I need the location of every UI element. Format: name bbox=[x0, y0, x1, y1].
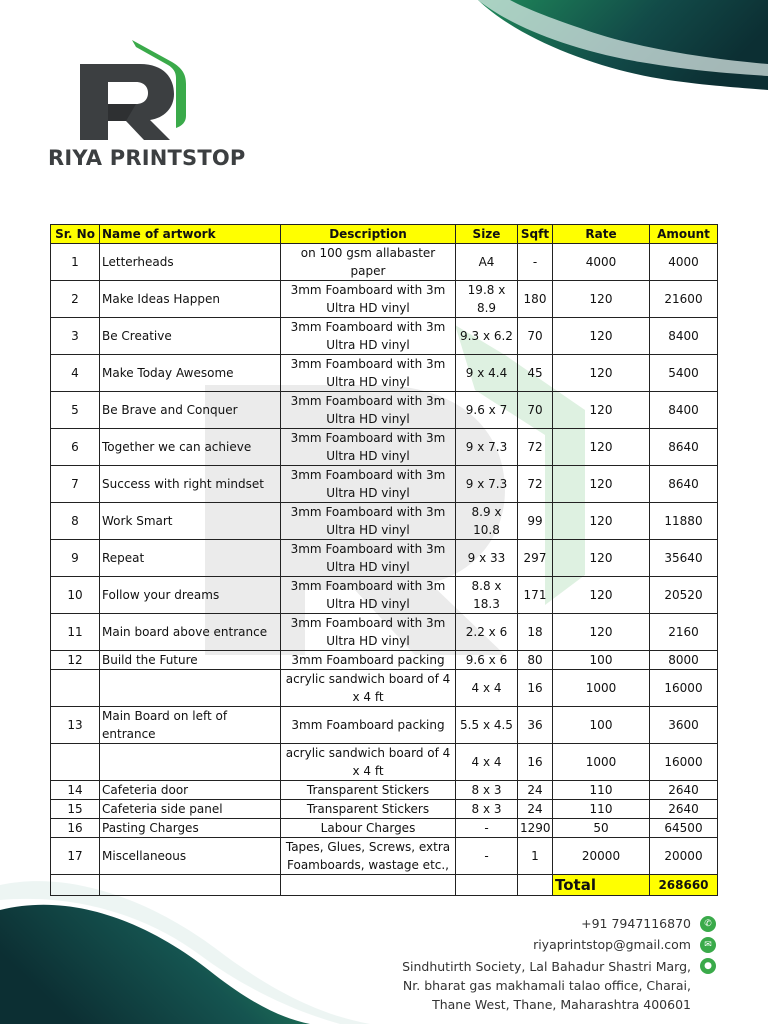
row-sqft: 72 bbox=[518, 429, 553, 466]
row-description: 3mm Foamboard with 3m Ultra HD vinyl bbox=[281, 577, 456, 614]
table-row bbox=[51, 244, 718, 281]
row-rate: 110 bbox=[553, 800, 650, 819]
row-sr bbox=[51, 670, 100, 707]
row-sqft: 70 bbox=[518, 318, 553, 355]
table-row bbox=[51, 355, 718, 392]
row-sqft: 1290 bbox=[518, 819, 553, 838]
row-sqft: 99 bbox=[518, 503, 553, 540]
brand-name: RIYA PRINTSTOP bbox=[48, 146, 246, 170]
row-sr: 15 bbox=[51, 800, 100, 819]
row-name: Work Smart bbox=[100, 503, 281, 540]
row-size: 9.6 x 7 bbox=[456, 392, 518, 429]
row-sqft: 16 bbox=[518, 670, 553, 707]
row-sqft: 16 bbox=[518, 744, 553, 781]
row-sqft: - bbox=[518, 244, 553, 281]
row-sr: 14 bbox=[51, 781, 100, 800]
row-size: 9 x 4.4 bbox=[456, 355, 518, 392]
row-rate: 120 bbox=[553, 503, 650, 540]
row-size: 4 x 4 bbox=[456, 744, 518, 781]
row-name: Be Creative bbox=[100, 318, 281, 355]
contact-email-row bbox=[402, 934, 716, 955]
brand-logo bbox=[48, 38, 248, 178]
row-rate: 1000 bbox=[553, 670, 650, 707]
row-sr: 7 bbox=[51, 466, 100, 503]
table-row bbox=[51, 503, 718, 540]
table-header-row bbox=[51, 225, 718, 244]
row-name bbox=[100, 670, 281, 707]
row-size: 2.2 x 6 bbox=[456, 614, 518, 651]
row-name: Repeat bbox=[100, 540, 281, 577]
location-pin-icon: ● bbox=[700, 958, 716, 974]
row-rate: 120 bbox=[553, 392, 650, 429]
row-description: acrylic sandwich board of 4 x 4 ft bbox=[281, 744, 456, 781]
table-row bbox=[51, 707, 718, 744]
row-sr: 11 bbox=[51, 614, 100, 651]
row-description: 3mm Foamboard with 3m Ultra HD vinyl bbox=[281, 540, 456, 577]
row-sr: 3 bbox=[51, 318, 100, 355]
row-rate: 120 bbox=[553, 614, 650, 651]
col-header-amount: Amount bbox=[650, 225, 718, 244]
row-name: Cafeteria door bbox=[100, 781, 281, 800]
row-name: Follow your dreams bbox=[100, 577, 281, 614]
row-rate: 20000 bbox=[553, 838, 650, 875]
contact-block bbox=[402, 913, 716, 1014]
row-size: 8.9 x 10.8 bbox=[456, 503, 518, 540]
row-rate: 120 bbox=[553, 540, 650, 577]
col-header-sqft: Sqft bbox=[518, 225, 553, 244]
total-amount: 268660 bbox=[650, 875, 718, 896]
row-rate: 120 bbox=[553, 577, 650, 614]
table-row bbox=[51, 651, 718, 670]
row-sr: 6 bbox=[51, 429, 100, 466]
row-sr: 16 bbox=[51, 819, 100, 838]
total-row-cell bbox=[518, 875, 553, 896]
row-description: Tapes, Glues, Screws, extra Foamboards, wastage etc., bbox=[281, 838, 456, 875]
col-header-rate: Rate bbox=[553, 225, 650, 244]
row-rate: 120 bbox=[553, 466, 650, 503]
total-row-cell bbox=[281, 875, 456, 896]
row-amount: 16000 bbox=[650, 744, 718, 781]
row-size: 9.3 x 6.2 bbox=[456, 318, 518, 355]
row-amount: 2640 bbox=[650, 800, 718, 819]
table-row bbox=[51, 838, 718, 875]
row-size: 8 x 3 bbox=[456, 800, 518, 819]
contact-phone: +91 7947116870 bbox=[581, 916, 691, 931]
col-header-sr: Sr. No bbox=[51, 225, 100, 244]
row-name: Pasting Charges bbox=[100, 819, 281, 838]
table-row bbox=[51, 670, 718, 707]
contact-email: riyaprintstop@gmail.com bbox=[533, 937, 691, 952]
row-name: Be Brave and Conquer bbox=[100, 392, 281, 429]
top-right-wave-light bbox=[478, 0, 768, 76]
table-row bbox=[51, 744, 718, 781]
row-size: 9.6 x 6 bbox=[456, 651, 518, 670]
row-amount: 35640 bbox=[650, 540, 718, 577]
row-name: Make Today Awesome bbox=[100, 355, 281, 392]
row-sr: 4 bbox=[51, 355, 100, 392]
bottom-left-wave-light bbox=[0, 881, 370, 1024]
mail-icon: ✉ bbox=[700, 937, 716, 953]
row-amount: 8000 bbox=[650, 651, 718, 670]
row-rate: 120 bbox=[553, 355, 650, 392]
row-name bbox=[100, 744, 281, 781]
total-row bbox=[51, 875, 718, 896]
row-amount: 2160 bbox=[650, 614, 718, 651]
row-sr: 2 bbox=[51, 281, 100, 318]
table-row bbox=[51, 800, 718, 819]
table-row bbox=[51, 819, 718, 838]
row-rate: 1000 bbox=[553, 744, 650, 781]
invoice-table bbox=[50, 224, 718, 896]
address-line: Nr. bharat gas makhamali talao office, Charai, bbox=[402, 978, 691, 993]
row-rate: 120 bbox=[553, 429, 650, 466]
row-sr: 5 bbox=[51, 392, 100, 429]
row-amount: 20520 bbox=[650, 577, 718, 614]
row-name: Together we can achieve bbox=[100, 429, 281, 466]
bottom-left-wave bbox=[0, 905, 310, 1024]
top-right-wave bbox=[478, 0, 768, 90]
total-row-cell bbox=[100, 875, 281, 896]
logo-mark-icon bbox=[78, 38, 188, 142]
row-amount: 8400 bbox=[650, 318, 718, 355]
row-description: 3mm Foamboard packing bbox=[281, 707, 456, 744]
row-amount: 8640 bbox=[650, 466, 718, 503]
row-sqft: 1 bbox=[518, 838, 553, 875]
row-sqft: 70 bbox=[518, 392, 553, 429]
row-rate: 120 bbox=[553, 318, 650, 355]
row-amount: 2640 bbox=[650, 781, 718, 800]
row-rate: 100 bbox=[553, 651, 650, 670]
row-amount: 3600 bbox=[650, 707, 718, 744]
row-description: Transparent Stickers bbox=[281, 800, 456, 819]
row-sqft: 18 bbox=[518, 614, 553, 651]
row-rate: 4000 bbox=[553, 244, 650, 281]
row-sr: 9 bbox=[51, 540, 100, 577]
address-line: Sindhutirth Society, Lal Bahadur Shastri Marg, bbox=[402, 959, 691, 974]
contact-address-row bbox=[402, 957, 716, 1014]
address-line: Thane West, Thane, Maharashtra 400601 bbox=[432, 997, 691, 1012]
row-sr: 17 bbox=[51, 838, 100, 875]
row-amount: 4000 bbox=[650, 244, 718, 281]
row-size: 9 x 33 bbox=[456, 540, 518, 577]
row-sr: 12 bbox=[51, 651, 100, 670]
row-description: 3mm Foamboard with 3m Ultra HD vinyl bbox=[281, 503, 456, 540]
col-header-name: Name of artwork bbox=[100, 225, 281, 244]
row-size: 9 x 7.3 bbox=[456, 429, 518, 466]
total-row-cell bbox=[51, 875, 100, 896]
row-rate: 100 bbox=[553, 707, 650, 744]
row-description: 3mm Foamboard with 3m Ultra HD vinyl bbox=[281, 429, 456, 466]
row-sqft: 45 bbox=[518, 355, 553, 392]
row-rate: 50 bbox=[553, 819, 650, 838]
row-description: 3mm Foamboard with 3m Ultra HD vinyl bbox=[281, 318, 456, 355]
row-name: Main Board on left of entrance bbox=[100, 707, 281, 744]
row-size: 8.8 x 18.3 bbox=[456, 577, 518, 614]
table-row bbox=[51, 577, 718, 614]
row-amount: 20000 bbox=[650, 838, 718, 875]
row-amount: 21600 bbox=[650, 281, 718, 318]
row-sr: 8 bbox=[51, 503, 100, 540]
row-description: 3mm Foamboard with 3m Ultra HD vinyl bbox=[281, 281, 456, 318]
contact-phone-row bbox=[402, 913, 716, 934]
col-header-size: Size bbox=[456, 225, 518, 244]
row-sqft: 180 bbox=[518, 281, 553, 318]
row-size: A4 bbox=[456, 244, 518, 281]
row-sr: 1 bbox=[51, 244, 100, 281]
row-description: on 100 gsm allabaster paper bbox=[281, 244, 456, 281]
row-description: Transparent Stickers bbox=[281, 781, 456, 800]
row-sqft: 24 bbox=[518, 781, 553, 800]
row-sqft: 36 bbox=[518, 707, 553, 744]
col-header-description: Description bbox=[281, 225, 456, 244]
row-size: - bbox=[456, 838, 518, 875]
row-description: 3mm Foamboard with 3m Ultra HD vinyl bbox=[281, 614, 456, 651]
row-sqft: 80 bbox=[518, 651, 553, 670]
row-name: Main board above entrance bbox=[100, 614, 281, 651]
phone-icon: ✆ bbox=[700, 916, 716, 932]
row-sr bbox=[51, 744, 100, 781]
row-sqft: 297 bbox=[518, 540, 553, 577]
row-amount: 5400 bbox=[650, 355, 718, 392]
table-row bbox=[51, 466, 718, 503]
total-row-cell bbox=[456, 875, 518, 896]
row-size: - bbox=[456, 819, 518, 838]
row-amount: 16000 bbox=[650, 670, 718, 707]
row-description: acrylic sandwich board of 4 x 4 ft bbox=[281, 670, 456, 707]
row-size: 5.5 x 4.5 bbox=[456, 707, 518, 744]
row-name: Make Ideas Happen bbox=[100, 281, 281, 318]
row-amount: 64500 bbox=[650, 819, 718, 838]
row-amount: 11880 bbox=[650, 503, 718, 540]
table-row bbox=[51, 429, 718, 466]
row-rate: 120 bbox=[553, 281, 650, 318]
table-row bbox=[51, 540, 718, 577]
row-rate: 110 bbox=[553, 781, 650, 800]
row-sqft: 72 bbox=[518, 466, 553, 503]
table-row bbox=[51, 281, 718, 318]
row-name: Miscellaneous bbox=[100, 838, 281, 875]
row-description: 3mm Foamboard with 3m Ultra HD vinyl bbox=[281, 392, 456, 429]
row-amount: 8640 bbox=[650, 429, 718, 466]
row-name: Letterheads bbox=[100, 244, 281, 281]
row-description: 3mm Foamboard with 3m Ultra HD vinyl bbox=[281, 355, 456, 392]
row-size: 8 x 3 bbox=[456, 781, 518, 800]
row-name: Build the Future bbox=[100, 651, 281, 670]
row-size: 4 x 4 bbox=[456, 670, 518, 707]
row-size: 19.8 x 8.9 bbox=[456, 281, 518, 318]
row-sr: 10 bbox=[51, 577, 100, 614]
row-sqft: 171 bbox=[518, 577, 553, 614]
table-row bbox=[51, 318, 718, 355]
row-name: Cafeteria side panel bbox=[100, 800, 281, 819]
total-label: Total bbox=[553, 875, 650, 896]
row-size: 9 x 7.3 bbox=[456, 466, 518, 503]
row-description: Labour Charges bbox=[281, 819, 456, 838]
row-sr: 13 bbox=[51, 707, 100, 744]
row-name: Success with right mindset bbox=[100, 466, 281, 503]
row-amount: 8400 bbox=[650, 392, 718, 429]
row-sqft: 24 bbox=[518, 800, 553, 819]
row-description: 3mm Foamboard with 3m Ultra HD vinyl bbox=[281, 466, 456, 503]
table-row bbox=[51, 781, 718, 800]
row-description: 3mm Foamboard packing bbox=[281, 651, 456, 670]
table-row bbox=[51, 392, 718, 429]
table-row bbox=[51, 614, 718, 651]
